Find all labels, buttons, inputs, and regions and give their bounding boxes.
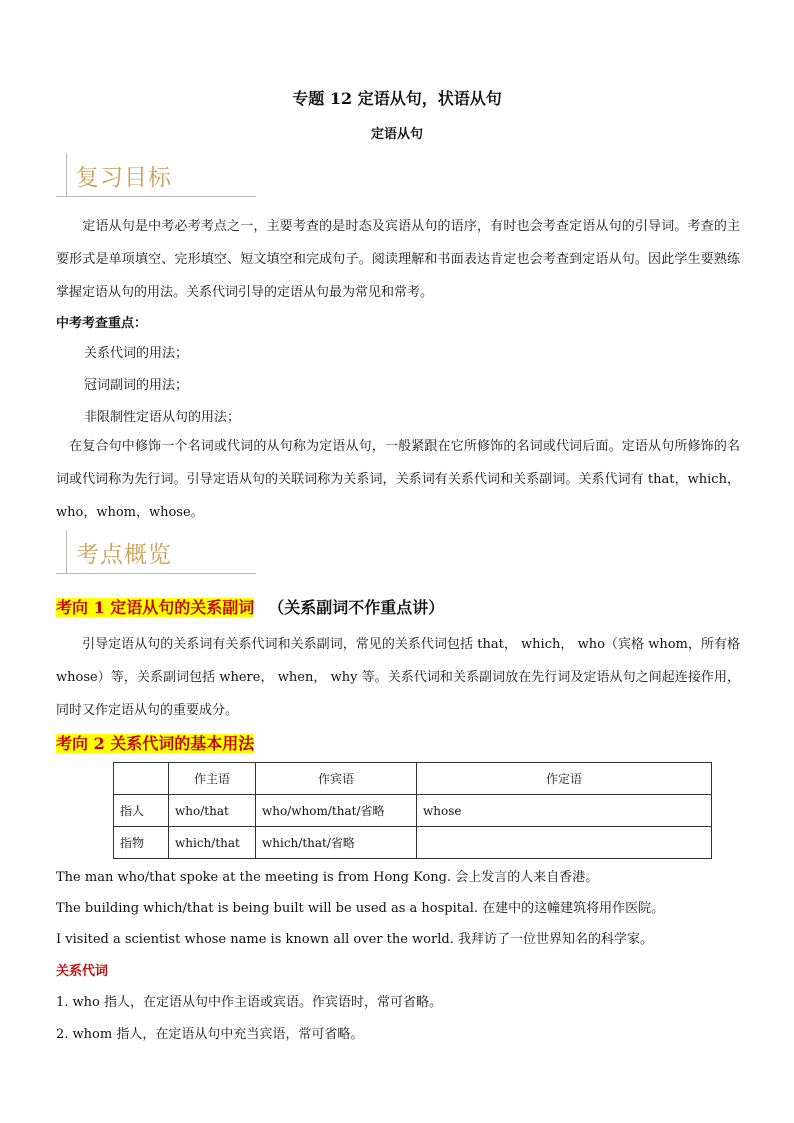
table-cell xyxy=(417,827,712,859)
table-header-cell xyxy=(114,763,169,795)
focus-title: 中考考查重点： xyxy=(56,316,148,331)
page-title: 专题 12 定语从句，状语从句 xyxy=(292,89,502,108)
review-goals-banner xyxy=(56,153,256,197)
topic-heading-note: （关系副词不作重点讲） xyxy=(268,598,445,617)
banner-horizontal-rule xyxy=(56,196,256,197)
table-cell: 指人 xyxy=(114,795,169,827)
focus-item: 冠词副词的用法； xyxy=(84,378,189,393)
topic-heading-2 xyxy=(56,731,254,754)
table-header-cell: 作定语 xyxy=(417,763,712,795)
table-cell: who/that xyxy=(169,795,256,827)
rule-item: 1. who 指人，在定语从句中作主语或宾语。作宾语时，常可省略。 xyxy=(56,995,442,1010)
banner-label: 考点概览 xyxy=(76,542,172,568)
relative-pronoun-table xyxy=(113,762,712,859)
banner-vertical-rule xyxy=(66,153,67,197)
table-cell: who/whom/that/省略 xyxy=(256,795,417,827)
table-cell: whose xyxy=(417,795,712,827)
rule-item: 2. whom 指人，在定语从句中充当宾语，常可省略。 xyxy=(56,1027,364,1042)
table-header-cell: 作宾语 xyxy=(256,763,417,795)
banner-label: 复习目标 xyxy=(76,165,172,191)
topic-heading-label: 考向 1 定语从句的关系副词 xyxy=(56,598,255,617)
definition-paragraph: 在复合句中修饰一个名词或代词的从句称为定语从句，一般紧跟在它所修饰的名词或代词后面。定语从句所修饰的名词或代词称为先行词。引导定语从句的关联词称为关系词，关系词有关系代词和关系副词。关系代词有 that，which，who，whom，whose。 xyxy=(56,439,740,520)
adverb-paragraph: 引导定语从句的关系词有关系代词和关系副词，常见的关系代词包括 that， which， who（宾格 whom，所有格 whose）等，关系副词包括 where， when， why 等。关系代词和关系副词放在先行词及定语从句之间起连接作用，同时又作定语从句的重要成分。 xyxy=(56,637,740,718)
table-row xyxy=(114,795,712,827)
intro-paragraph: 定语从句是中考必考考点之一，主要考查的是时态及宾语从句的语序，有时也会考查定语从句的引导词。考查的主要形式是单项填空、完形填空、短文填空和完成句子。阅读理解和书面表达肯定也会考查到定语从句。因此学生要熟练掌握定语从句的用法。关系代词引导的定语从句最为常见和常考。 xyxy=(56,219,740,300)
table-header-cell: 作主语 xyxy=(169,763,256,795)
overview-banner xyxy=(56,530,256,574)
subheading-relative-pronoun: 关系代词 xyxy=(56,964,109,979)
page-subtitle: 定语从句 xyxy=(370,127,423,142)
banner-horizontal-rule xyxy=(56,573,256,574)
topic-heading-1 xyxy=(56,595,444,618)
example-sentence: The man who/that spoke at the meeting is from Hong Kong. 会上发言的人来自香港。 xyxy=(56,870,599,885)
table-row xyxy=(114,827,712,859)
table-cell: which/that xyxy=(169,827,256,859)
table-cell: which/that/省略 xyxy=(256,827,417,859)
table-cell: 指物 xyxy=(114,827,169,859)
example-sentence: I visited a scientist whose name is known all over the world. 我拜访了一位世界知名的科学家。 xyxy=(56,932,653,947)
topic-heading-label: 考向 2 关系代词的基本用法 xyxy=(56,734,255,753)
banner-vertical-rule xyxy=(66,530,67,574)
table-header-row xyxy=(114,763,712,795)
focus-item: 关系代词的用法； xyxy=(84,346,189,361)
example-sentence: The building which/that is being built will be used as a hospital. 在建中的这幢建筑将用作医院。 xyxy=(56,901,665,916)
focus-item: 非限制性定语从句的用法； xyxy=(84,410,241,425)
